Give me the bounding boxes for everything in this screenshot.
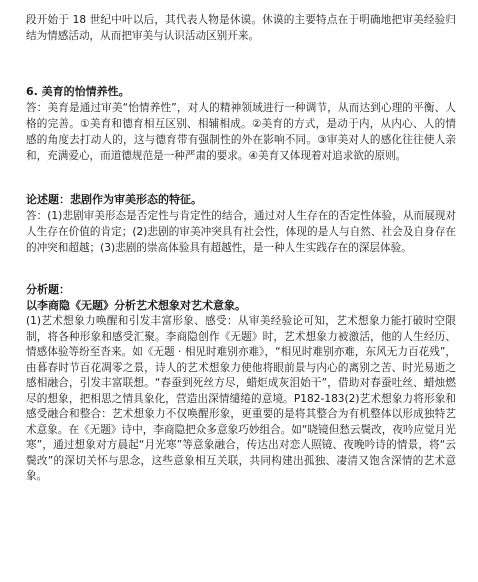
analysis-section-title: 分析题：	[26, 283, 70, 296]
intro-paragraph: 段开始于 18 世纪中叶以后，其代表人物是休谟。休谟的主要特点在于明确地把审美经验归结为情感活动，从而把审美与认识活动区别开来。	[26, 14, 456, 42]
analysis-answer: (1)艺术想象力唤醒和引发丰富形象、感受：从审美经验论可知，艺术想象力能打破时空限制，将各种形象和感受汇聚。李商隐创作《无题》时，艺术想象力被激活，他的人生经历、情感体验等纷至沓来。如《无题 · 相见时难别亦难》，“相见时难别亦难，东风无力百花残”，由暮春时节百花凋零之景，诗人的艺术想象力使他将眼前景与内心的离别之苦、时光易逝之感相融合，引发丰富联想。“春蚕到死丝方尽，蜡炬成灰泪始干”，借助对春蚕吐丝、蜡烛燃尽的想象，把相思之情具象化，营造出深情缱绻的意境。P182-183(2)艺术想象力将形象和感受融合和整合：艺术想象力不仅唤醒形象，更重要的是将其整合为有机整体以形成独特艺术意象。在《无题》诗中，李商隐把众多意象巧妙组合。如“晓镜但愁云鬓改，夜吟应觉月光寒”，通过想象对方晨起“月光寒”等意象融合，传达出对恋人照镜、夜晚吟诗的情景，将“云鬓改”的深切关怀与思念，这些意象相互关联，共同构建出孤独、凄清又饱含深情的艺术意象。	[26, 315, 456, 482]
analysis-question-subtitle: 以李商隐《无题》分析艺术想象对艺术意象。	[26, 299, 246, 312]
question-6-answer: 答：美育是通过审美“怡情养性”，对人的精神领域进行一种调节，从而达到心理的平衡、人格的完善。①美育和德育相互区别、相辅相成。②美育的方式，是动于内，从内心、人的情感的角度去打动人的，这与德育带有强制性的外在影响不同。③审美对人的感化往往使人亲和，充满爱心，而道德规范是一种严肃的要求。④美育又体现着对追求欲的原则。	[26, 102, 456, 162]
essay-question-title: 论述题：悲剧作为审美形态的特征。	[26, 193, 202, 206]
essay-question-answer: 答：(1)悲剧审美形态是否定性与肯定性的结合，通过对人生存在的否定性体验，从而展现对人生存在价值的肯定；(2)悲剧的审美冲突具有社会性，体现的是人与自然、社会及自身存在的冲突和超越；(3)悲剧的崇高体验具有超越性，是一种人生实践存在的深层体验。	[26, 210, 456, 254]
question-6-title: 6. 美育的怡情养性。	[26, 85, 130, 98]
